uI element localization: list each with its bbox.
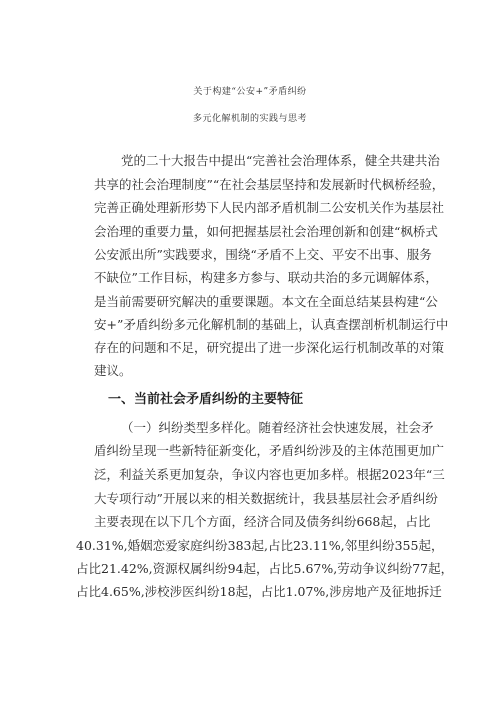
section-1-line: 占比21.42%,资源权属纠纷94起，占比5.67%,劳动争议纠纷77起， — [76, 561, 454, 576]
intro-line: 党的二十大报告中提出“完善社会治理体系，健全共建共治 — [121, 153, 440, 168]
section-1-line: （一）纠纷类型多样化。随着经济社会快速发展，社会矛 — [121, 420, 434, 435]
intro-line: 完善正确处理新形势下人民内部矛盾机制二公安机关作为基层社 — [94, 200, 445, 215]
intro-line: 不缺位”工作目标，构建多方参与、联动共治的多元调解体系， — [94, 270, 438, 285]
section-1-line: 泛，利益关系更加复杂，争议内容也更加多样。根据2023年“三 — [94, 467, 445, 482]
section-1-line: 盾纠纷呈现一些新特征新变化，矛盾纠纷涉及的主体范围更加广 — [94, 443, 445, 458]
intro-line: 公安派出所”实践要求，围绕“矛盾不上交、平安不出事、服务 — [94, 247, 432, 262]
intro-line: 会治理的重要力量，如何把握基层社会治理创新和创建“枫桥式 — [94, 224, 438, 239]
document-title-line-1: 关于构建“公安+”矛盾纠纷 — [193, 87, 307, 97]
section-1-line: 大专项行动”开展以来的相关数据统计，我县基层社会矛盾纠纷 — [94, 491, 438, 506]
intro-line: 共享的社会治理制度”“在社会基层坚持和发展新时代枫桥经验， — [94, 177, 445, 192]
intro-line: 存在的问题和不足，研究提出了进一步深化运行机制改革的对策 — [94, 340, 445, 355]
intro-line: 安+”矛盾纠纷多元化解机制的基础上，认真查摆剖析机制运行中 — [94, 317, 449, 332]
section-1-line: 主要表现在以下几个方面，经济合同及债务纠纷668起，占比 — [94, 514, 431, 529]
document-title-line-2: 多元化解机制的实践与思考 — [192, 114, 307, 124]
intro-line: 是当前需要研究解决的重要课题。本文在全面总结某县构建“公 — [94, 294, 438, 309]
section-1-line: 占比4.65%,涉校涉医纠纷18起，占比1.07%,涉房地产及征地拆迁 — [76, 584, 442, 599]
section-1-heading: 一、当前社会矛盾纠纷的主要特征 — [108, 392, 304, 407]
intro-line: 建议。 — [94, 363, 132, 378]
section-1-line: 40.31%,婚姻恋爱家庭纠纷383起,占比23.11%,邻里纠纷355起， — [76, 538, 444, 553]
